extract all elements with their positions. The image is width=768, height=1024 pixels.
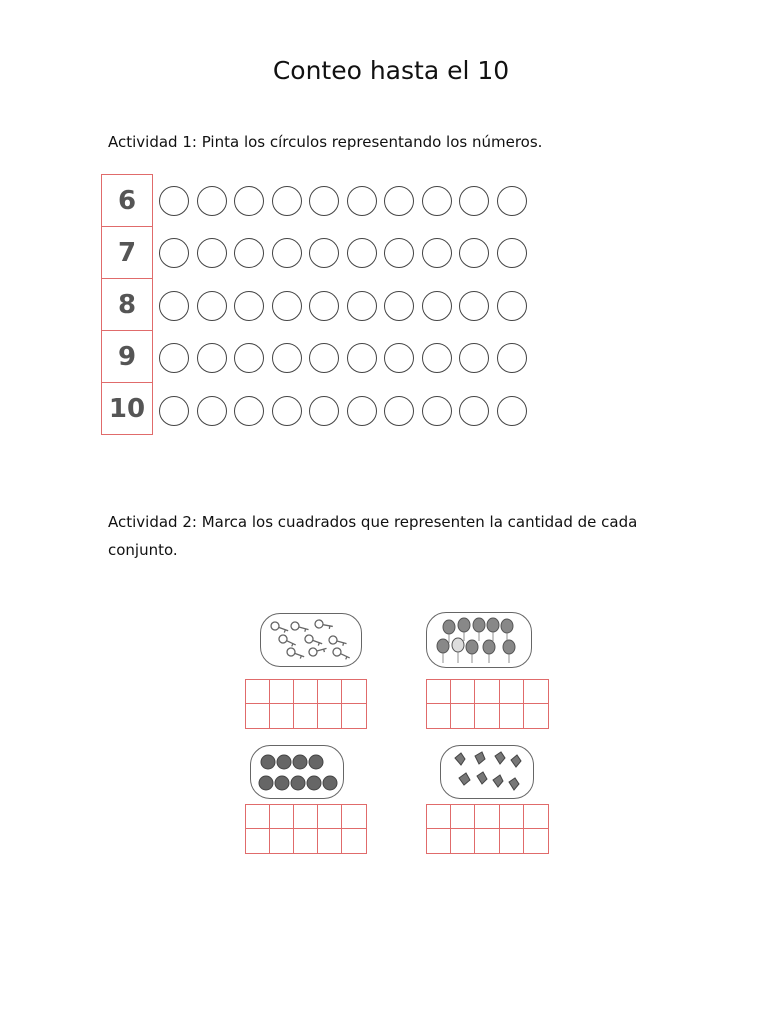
paint-circle[interactable] [159,291,189,321]
ten-frame-cell[interactable] [318,680,342,704]
paint-circle[interactable] [234,238,264,268]
ten-frame-cell[interactable] [451,829,475,853]
paint-circle[interactable] [347,396,377,426]
paint-circle[interactable] [347,186,377,216]
activity-1-instruction: Actividad 1: Pinta los círculos representando los números. [108,133,543,151]
paint-circle[interactable] [309,238,339,268]
paint-circle[interactable] [497,291,527,321]
set-leaves [440,745,534,799]
ten-frame-cell[interactable] [246,704,270,728]
circle-row-10 [159,396,534,426]
activity-2-instruction: Actividad 2: Marca los cuadrados que representen la cantidad de cada conjunto. [108,513,638,559]
paint-circle[interactable] [309,186,339,216]
ten-frame-cell[interactable] [427,680,451,704]
paint-circle[interactable] [309,343,339,373]
paint-circle[interactable] [459,238,489,268]
ten-frame-cell[interactable] [294,704,318,728]
paint-circle[interactable] [159,343,189,373]
ten-frame-cell[interactable] [270,805,294,829]
ten-frame-cell[interactable] [318,829,342,853]
paint-circle[interactable] [347,343,377,373]
paint-circle[interactable] [459,396,489,426]
paint-circle[interactable] [159,186,189,216]
circle-row-6 [159,186,534,216]
ten-frame-cell[interactable] [270,680,294,704]
paint-circle[interactable] [497,186,527,216]
paint-circle[interactable] [197,396,227,426]
ten-frame-cell[interactable] [500,829,524,853]
ten-frame-cell[interactable] [475,704,499,728]
paint-circle[interactable] [347,238,377,268]
ten-frame-keys[interactable] [245,679,367,729]
ten-frame-cell[interactable] [475,829,499,853]
paint-circle[interactable] [197,238,227,268]
paint-circle[interactable] [197,291,227,321]
paint-circle[interactable] [234,343,264,373]
number-box-10: 10 [101,382,153,435]
keys-icon [261,614,361,666]
paint-circle[interactable] [309,396,339,426]
number-box-7: 7 [101,226,153,279]
paint-circle[interactable] [197,343,227,373]
ten-frame-cell[interactable] [294,680,318,704]
ten-frame-cell[interactable] [451,680,475,704]
paint-circle[interactable] [347,291,377,321]
paint-circle[interactable] [422,291,452,321]
circle-row-9 [159,343,534,373]
paint-circle[interactable] [272,343,302,373]
paint-circle[interactable] [422,396,452,426]
paint-circle[interactable] [459,186,489,216]
ten-frame-cell[interactable] [318,805,342,829]
circle-row-7 [159,238,534,268]
ten-frame-cell[interactable] [451,805,475,829]
paint-circle[interactable] [497,238,527,268]
ten-frame-cell[interactable] [270,829,294,853]
paint-circle[interactable] [309,291,339,321]
ten-frame-cell[interactable] [246,680,270,704]
ten-frame-cell[interactable] [524,805,548,829]
ten-frame-cell[interactable] [427,805,451,829]
ten-frame-cell[interactable] [427,704,451,728]
ten-frame-cell[interactable] [246,805,270,829]
ten-frame-cell[interactable] [342,704,366,728]
paint-circle[interactable] [234,291,264,321]
paint-circle[interactable] [272,238,302,268]
ten-frame-cell[interactable] [342,680,366,704]
apples-icon [251,746,343,798]
ten-frame-cell[interactable] [524,704,548,728]
set-keys [260,613,362,667]
ten-frame-cell[interactable] [451,704,475,728]
ten-frame-cell[interactable] [294,805,318,829]
ten-frame-cell[interactable] [500,805,524,829]
ten-frame-cell[interactable] [524,829,548,853]
page-title: Conteo hasta el 10 [272,56,510,85]
paint-circle[interactable] [497,343,527,373]
ten-frame-cell[interactable] [318,704,342,728]
paint-circle[interactable] [422,186,452,216]
leaves-icon [441,746,533,798]
paint-circle[interactable] [384,291,414,321]
paint-circle[interactable] [384,343,414,373]
ten-frame-leaves[interactable] [426,804,549,854]
paint-circle[interactable] [422,343,452,373]
paint-circle[interactable] [422,238,452,268]
set-apples [250,745,344,799]
number-box-6: 6 [101,174,153,227]
number-box-8: 8 [101,278,153,331]
paint-circle[interactable] [234,396,264,426]
paint-circle[interactable] [272,396,302,426]
paint-circle[interactable] [234,186,264,216]
paint-circle[interactable] [384,396,414,426]
balloons-icon [427,613,531,667]
ten-frame-cell[interactable] [500,704,524,728]
paint-circle[interactable] [197,186,227,216]
ten-frame-cell[interactable] [524,680,548,704]
ten-frame-cell[interactable] [475,805,499,829]
set-balloons [426,612,532,668]
circle-row-8 [159,291,534,321]
ten-frame-cell[interactable] [475,680,499,704]
ten-frame-cell[interactable] [294,829,318,853]
paint-circle[interactable] [459,291,489,321]
paint-circle[interactable] [159,396,189,426]
number-box-9: 9 [101,330,153,383]
paint-circle[interactable] [272,291,302,321]
ten-frame-cell[interactable] [270,704,294,728]
ten-frame-cell[interactable] [427,829,451,853]
ten-frame-cell[interactable] [246,829,270,853]
paint-circle[interactable] [497,396,527,426]
paint-circle[interactable] [272,186,302,216]
ten-frame-cell[interactable] [342,829,366,853]
ten-frame-balloons[interactable] [426,679,549,729]
paint-circle[interactable] [384,186,414,216]
ten-frame-apples[interactable] [245,804,367,854]
number-column [101,174,153,435]
ten-frame-cell[interactable] [342,805,366,829]
paint-circle[interactable] [159,238,189,268]
paint-circle[interactable] [384,238,414,268]
ten-frame-cell[interactable] [500,680,524,704]
paint-circle[interactable] [459,343,489,373]
